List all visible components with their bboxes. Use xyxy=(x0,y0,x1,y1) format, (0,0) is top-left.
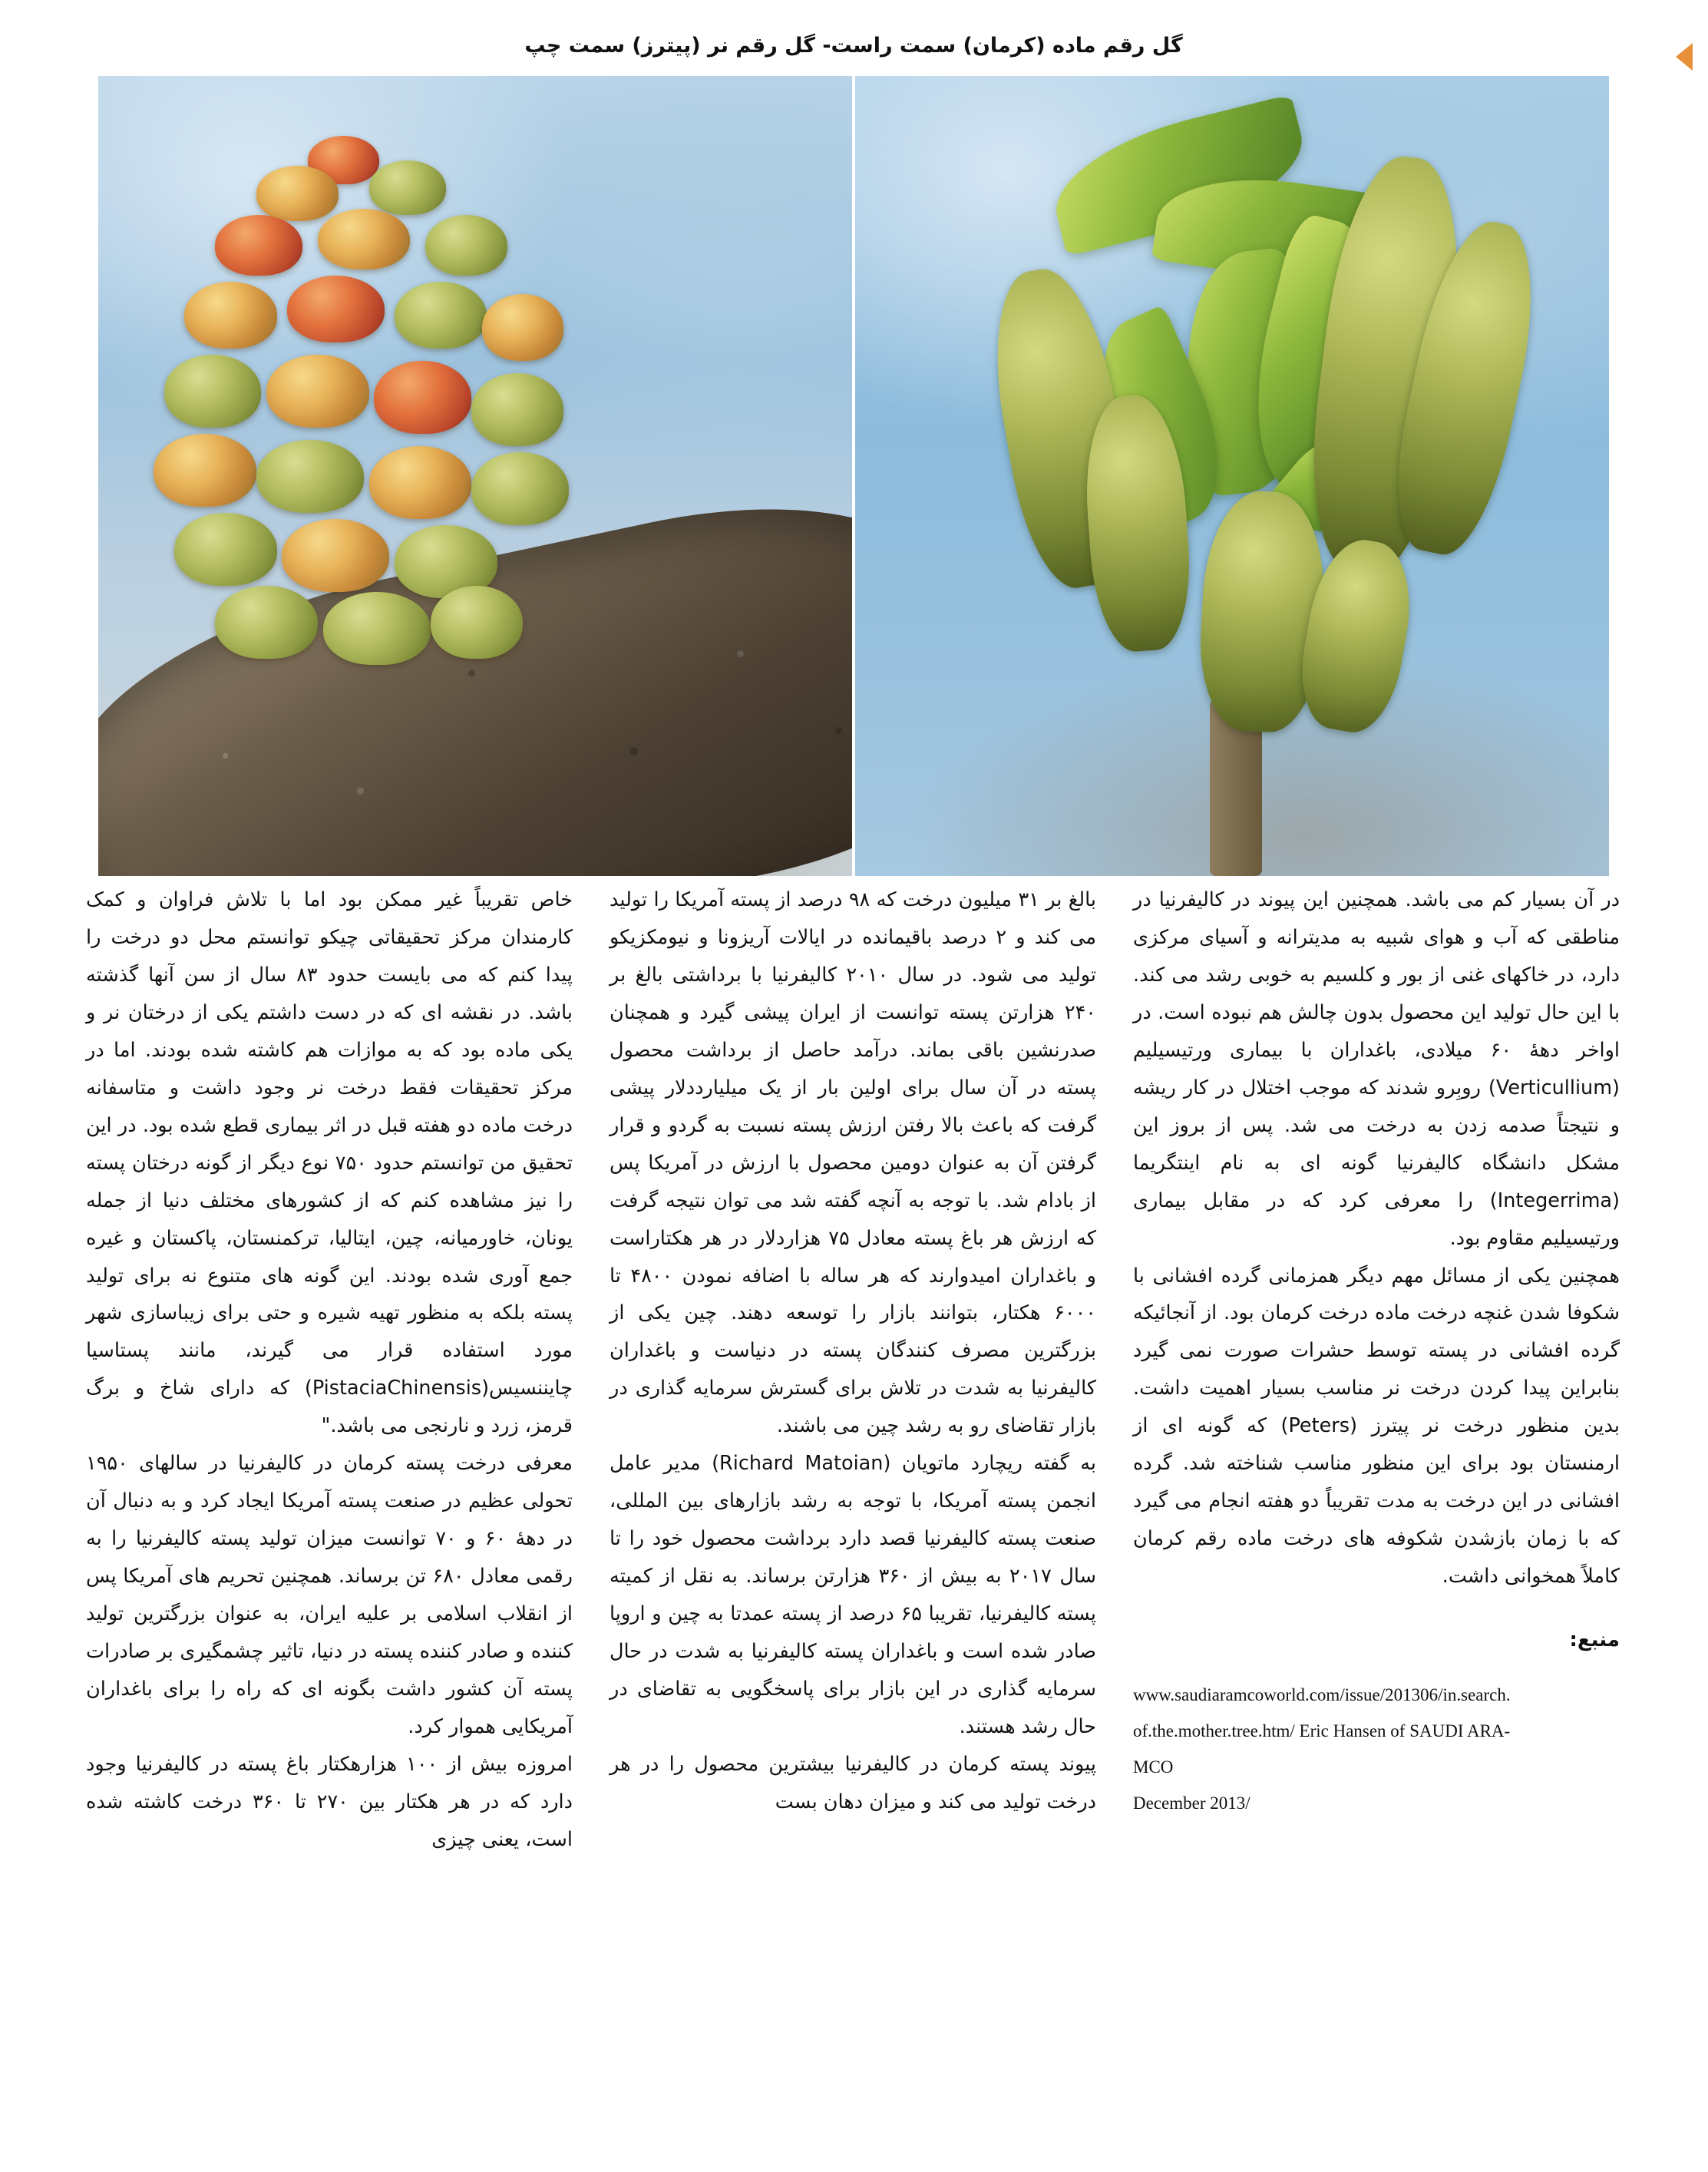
source-line: MCO xyxy=(1133,1757,1174,1777)
photo-male-flower-peters xyxy=(855,76,1609,876)
paragraph: امروزه بیش از ۱۰۰ هزارهکتار باغ پسته در کالیفرنیا وجود دارد که در هر هکتار بین ۲۷۰ تا ۳۶۰ درخت کاشته شده است، یعنی چیزی xyxy=(86,1752,573,1851)
paragraph: به گفته ریچارد ماتویان (Richard Matoian) مدیر عامل انجمن پسته آمریکا، با توجه به رشد بازارهای بین المللی، صنعت پسته کالیفرنیا قصد دارد برداشت محصول خود را تا سال ۲۰۱۷ به بیش از ۳۶۰ هزارتن برساند. به نقل از کمیته پسته کالیفرنیا، تقریبا ۶۵ درصد از پسته عمدتا به چین و اروپا صادر شده است و باغداران پسته کالیفرنیا به شدت در حال سرمایه گذاری در این بازار برای پاسخگویی به تقاضای در حال رشد هستند. xyxy=(610,1452,1097,1738)
article-columns xyxy=(86,881,1620,2110)
column-middle xyxy=(610,881,1096,2110)
source-line: www.saudiaramcoworld.com/issue/201306/in.search. xyxy=(1133,1685,1511,1705)
source-citation xyxy=(1133,1677,1620,1822)
source-line: December 2013/ xyxy=(1133,1793,1250,1813)
female-inflorescence xyxy=(144,124,656,732)
paragraph: معرفی درخت پسته کرمان در کالیفرنیا در سالهای ۱۹۵۰ تحولی عظیم در صنعت پسته آمریکا ایجاد کرد و به دنبال آن در دهۀ ۶۰ و ۷۰ توانست میزان تولید پسته کالیفرنیا را به رقمی معادل ۶۸۰ تن برساند. همچنین تحریم های آمریکا پس از انقلاب اسلامی بر علیه ایران، به عنوان بزرگترین تولید کننده و صادر کننده پسته در دنیا، تاثیر چشمگیری بر صادرات پسته آن کشور داشت بگونه ای که راه را برای باغداران آمریکایی هموار کرد. xyxy=(86,1452,573,1738)
page-corner-arrow-icon xyxy=(1676,43,1693,71)
paragraph: بالغ بر ۳۱ میلیون درخت که ۹۸ درصد از پسته آمریکا را تولید می کند و ۲ درصد باقیمانده در ایالات آریزونا و نیومکزیکو تولید می شود. در سال ۲۰۱۰ کالیفرنیا با برداشتی بالغ بر ۲۴۰ هزارتن پسته توانست از ایران پیشی گیرد و همچنان صدرنشین باقی بماند. درآمد حاصل از برداشت محصول پسته در آن سال برای اولین بار از یک میلیارددلار پیشی گرفت که باعث بالا رفتن ارزش پسته نسبت به گردو و قرار گرفتن آن به عنوان دومین محصول با ارزش در آمریکا پس از بادام شد. با توجه به آنچه گفته شد می توان نتیجه گرفت که ارزش هر باغ پسته معادل ۷۵ هزاردلار در هر هکتاراست و باغداران امیدوارند که هر ساله با اضافه نمودن ۴۸۰۰ تا ۶۰۰۰ هکتار، بتوانند بازار را توسعه دهند. چین یکی از بزرگترین مصرف کنندگان پسته در دنیاست و باغداران کالیفرنیا به شدت در تلاش برای گسترش سرمایه گذاری در بازار تقاضای رو به رشد چین می باشند. xyxy=(610,888,1096,1438)
figure-block xyxy=(98,31,1609,876)
source-line: of.the.mother.tree.htm/ Eric Hansen of SAUDI ARA- xyxy=(1133,1721,1511,1741)
paragraph: خاص تقریباً غیر ممکن بود اما با تلاش فراوان و کمک کارمندان مرکز تحقیقاتی چیکو توانستم محل دو درخت را پیدا کنم که می بایست حدود ۸۳ سال از سن آنها گذشته باشد. در نقشه ای که در دست داشتم یکی از درختان نر و یکی ماده بود که به موازات هم کاشته شده بودند. اما در مرکز تحقیقات فقط درخت نر وجود داشت و متاسفانه درخت ماده دو هفته قبل در اثر بیماری قطع شده بود. در این تحقیق من توانستم حدود ۷۵۰ نوع دیگر از گونه درختان پسته را نیز مشاهده کنم که از کشورهای مختلف دنیا از جمله یونان، خاورمیانه، چین، ایتالیا، ترکمنستان، پاکستان و غیره جمع آوری شده بودند. این گونه های متنوع نه برای تولید پسته بلکه به منظور تهیه شیره و حتی برای زیباسازی شهر مورد استفاده قرار می گیرند، مانند پستاسیا چایننسیس(PistaciaChinensis) که دارای شاخ و برگ قرمز، زرد و نارنجی می باشد." xyxy=(86,888,573,1438)
source-heading: منبع: xyxy=(1569,1628,1620,1652)
paragraph: پیوند پسته کرمان در کالیفرنیا بیشترین محصول را در هر درخت تولید می کند و میزان دهان بست xyxy=(610,1752,1096,1813)
paragraph: در آن بسیار کم می باشد. همچنین این پیوند در کالیفرنیا در مناطقی که آب و هوای شبیه به مدیترانه و آسیای مرکزی دارد، در خاکهای غنی از بور و کلسیم به خوبی رشد می کند. با این حال تولید این محصول بدون چالش هم نبوده است. در اواخر دهۀ ۶۰ میلادی، باغداران با بیماری ورتیسیلیم (Verticullium) روبِرو شدند که موجب اختلال در کار ریشه و نتیجتاً صدمه زدن به درخت می شد. پس از بروز این مشکل دانشگاه کالیفرنیا گونه ای به نام اینتگریما (Integerrima) را معرفی کرد که در مقابل بیماری ورتیسیلیم مقاوم بود. xyxy=(1133,888,1620,1250)
paragraph: همچنین یکی از مسائل مهم دیگر همزمانی گرده افشانی با شکوفا شدن غنچه درخت ماده درخت کرمان بود. از آنجائیکه گرده افشانی در پسته توسط حشرات صورت نمی گیرد بنابراین پیدا کردن درخت نر مناسب بسیار اهمیت داشت. بدین منظور درخت نر پیترز (Peters) که گونه ای از ارمنستان بود برای این منظور مناسب شناخته شد. گرده افشانی در این درخت به مدت تقریباً دو هفته انجام می گیرد که با زمان بازشدن شکوفه های درخت ماده رقم کرمان کاملاً همخوانی داشت. xyxy=(1133,1264,1620,1589)
column-right xyxy=(86,881,573,2110)
figure-caption: گل رقم ماده (کرمان) سمت راست- گل رقم نر (پیترز) سمت چپ xyxy=(524,34,1183,58)
photo-female-flower-kerman xyxy=(98,76,852,876)
column-left xyxy=(1133,881,1620,2110)
figure-photo-row xyxy=(98,76,1609,876)
